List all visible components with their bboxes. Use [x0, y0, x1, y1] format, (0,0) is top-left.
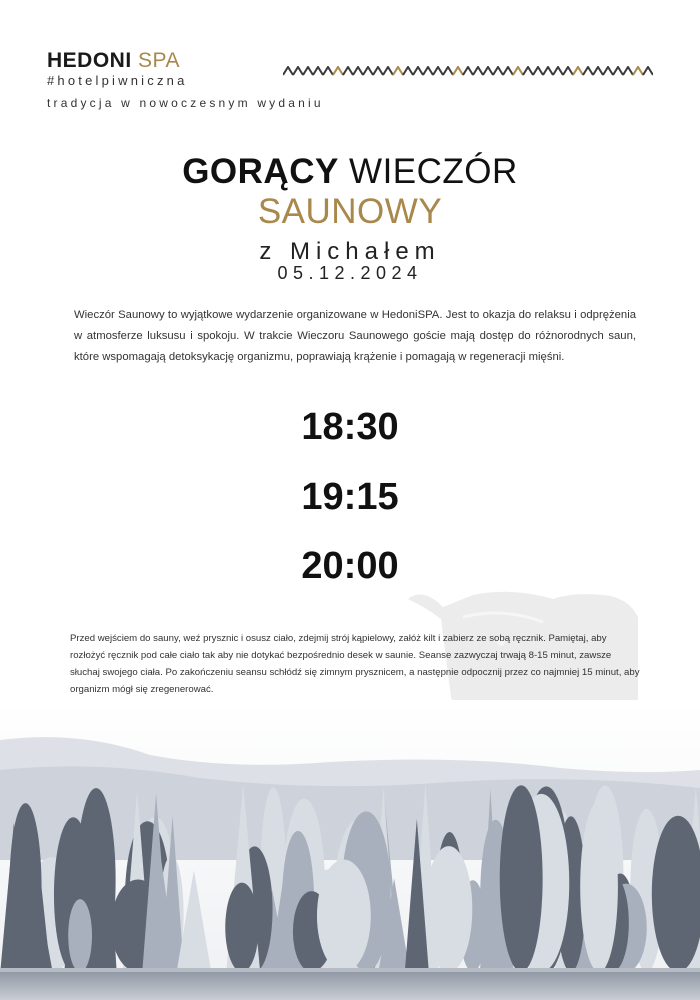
event-date: 05.12.2024	[277, 263, 423, 283]
brand-tagline: tradycja w nowoczesnym wydaniu	[47, 96, 324, 110]
zigzag-pattern-icon	[283, 66, 653, 76]
brand-hashtag: #hotelpiwniczna	[47, 73, 188, 88]
brand-name-bold: HEDONI	[47, 49, 132, 72]
rules-paragraph: Przed wejściem do sauny, weź prysznic i osusz ciało, zdejmij strój kąpielowy, załóż kilt i zabierz ze sobą ręcznik. Pamiętaj, aby rozłożyć ręcznik pod całe ciało tak aby nie dotykać bezpośrednio desek w saunie. Seanse zazwyczaj trwają 8-15 minut, zawsze słuchaj swojego ciała. Po zakończeniu seansu schłódź się zimnym prysznicem, a następnie odpocznij przez co najmniej 15 minut, aby organizm mógł się zregenerować.	[70, 633, 640, 695]
event-title-light: WIECZÓR	[349, 152, 518, 191]
session-time-1: 18:30	[301, 406, 399, 448]
event-title-line1	[0, 152, 700, 192]
event-host: z Michałem	[259, 238, 441, 265]
event-title-bold: GORĄCY	[182, 152, 339, 191]
event-title-line2: SAUNOWY	[257, 192, 443, 231]
session-time-3: 20:00	[301, 545, 399, 587]
brand-name-light: SPA	[138, 49, 180, 72]
brand-logo	[47, 50, 188, 88]
intro-paragraph: Wieczór Saunowy to wyjątkowe wydarzenie organizowane w HedoniSPA. Jest to okazja do relaksu i odprężenia w atmosferze luksusu i spokoju. W trakcie Wieczoru Saunowego goście mają dostęp do różnorodnych saun, które wspomagają detoksykację organizmu, poprawiają krążenie i pomagają w regeneracji mięśni.	[74, 309, 636, 363]
brand-name	[47, 50, 188, 72]
session-time-2: 19:15	[301, 476, 399, 518]
frosted-forest-landscape	[0, 700, 700, 1000]
